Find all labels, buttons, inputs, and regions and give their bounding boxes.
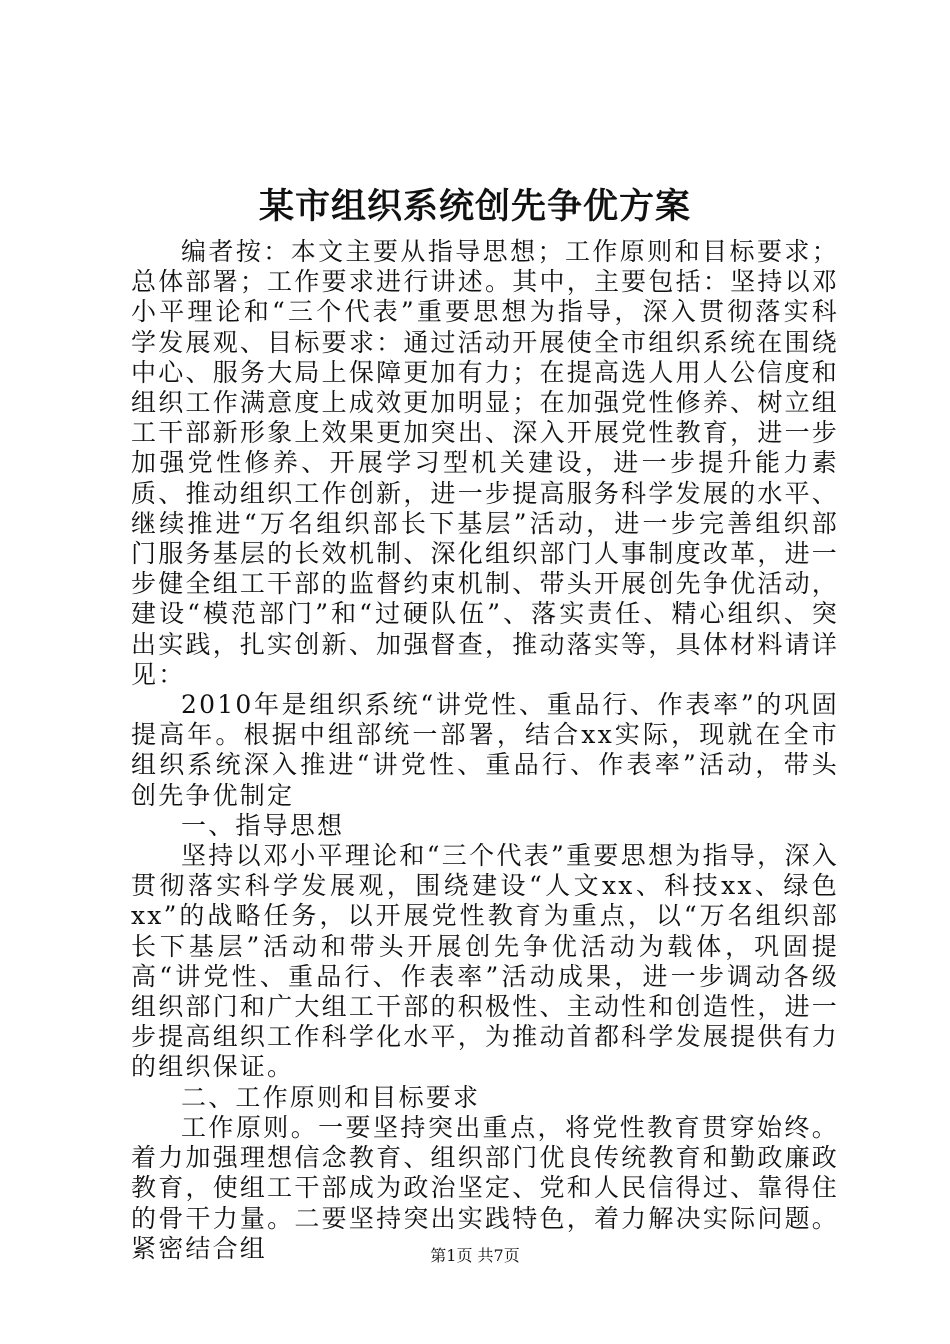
intro-paragraph: 2010年是组织系统“讲党性、重品行、作表率”的巩固提高年。根据中组部统一部署，结合xx实际，现就在全市组织系统深入推进“讲党性、重品行、作表率”活动，带头创先争优制定 xyxy=(131,690,839,810)
document-body xyxy=(131,237,839,1264)
section-heading-guiding-ideology: 一、指导思想 xyxy=(181,810,345,840)
page-footer: 第1页 共7页 xyxy=(430,1246,520,1265)
section-heading-principles-goals: 二、工作原则和目标要求 xyxy=(181,1082,481,1112)
guiding-ideology-paragraph: 坚持以邓小平理论和“三个代表”重要思想为指导，深入贯彻落实科学发展观，围绕建设“人文xx、科技xx、绿色xx”的战略任务，以开展党性教育为重点，以“万名组织部长下基层”活动和带头开展创先争优活动为载体，巩固提高“讲党性、重品行、作表率”活动成果，进一步调动各级组织部门和广大组工干部的积极性、主动性和创造性，进一步提高组织工作科学化水平，为推动首都科学发展提供有力的组织保证。 xyxy=(131,841,839,1082)
principles-paragraph: 工作原则。一要坚持突出重点，将党性教育贯穿始终。着力加强理想信念教育、组织部门优良传统教育和勤政廉政教育，使组工干部成为政治坚定、党和人民信得过、靠得住的骨干力量。二要坚持突出实践特色，着力解决实际问题。紧密结合组 xyxy=(131,1112,839,1263)
editor-note-paragraph: 编者按：本文主要从指导思想；工作原则和目标要求；总体部署；工作要求进行讲述。其中，主要包括：坚持以邓小平理论和“三个代表”重要思想为指导，深入贯彻落实科学发展观、目标要求：通过活动开展使全市组织系统在围绕中心、服务大局上保障更加有力；在提高选人用人公信度和组织工作满意度上成效更加明显；在加强党性修养、树立组工干部新形象上效果更加突出、深入开展党性教育，进一步加强党性修养、开展学习型机关建设，进一步提升能力素质、推动组织工作创新，进一步提高服务科学发展的水平、继续推进“万名组织部长下基层”活动，进一步完善组织部门服务基层的长效机制、深化组织部门人事制度改革，进一步健全组工干部的监督约束机制、带头开展创先争优活动，建设“模范部门”和“过硬队伍”、落实责任、精心组织、突出实践，扎实创新、加强督查，推动落实等，具体材料请详见： xyxy=(131,237,839,689)
document-title: 某市组织系统创先争优方案 xyxy=(258,186,691,227)
